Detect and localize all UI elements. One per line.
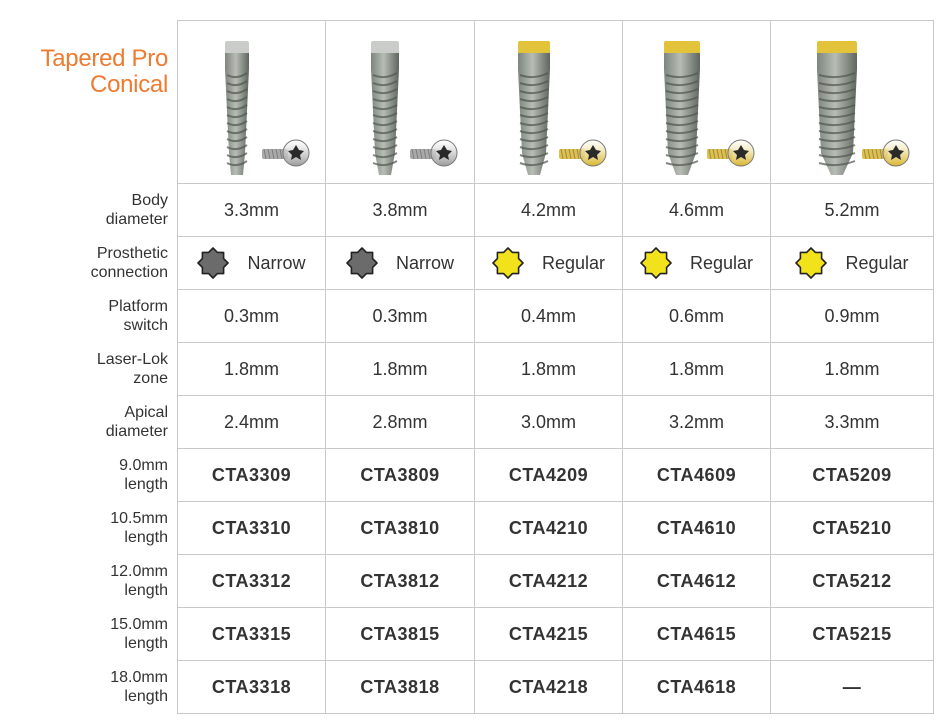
connection-label: Regular xyxy=(541,252,606,273)
table-cell: 4.2mm xyxy=(475,184,623,237)
implant-image xyxy=(489,33,609,183)
row-label xyxy=(0,660,168,713)
table-cell: 2.4mm xyxy=(178,396,326,449)
implant-image-cell xyxy=(326,21,475,184)
product-spec-table xyxy=(177,20,934,714)
length-18-row xyxy=(178,661,934,714)
implant-image xyxy=(637,33,757,183)
row-label-line: length xyxy=(124,687,168,705)
row-label xyxy=(0,448,168,501)
table-cell: 2.8mm xyxy=(326,396,475,449)
row-label xyxy=(0,184,168,236)
table-cell: CTA5209 xyxy=(771,449,934,502)
table-cell: 1.8mm xyxy=(326,343,475,396)
table-cell: CTA4210 xyxy=(475,502,623,555)
connection-icon xyxy=(197,247,229,279)
row-label-line: length xyxy=(124,634,168,652)
apical-diameter-row xyxy=(178,396,934,449)
table-cell: 3.2mm xyxy=(623,396,771,449)
connection-label: Narrow xyxy=(247,252,306,273)
table-cell: CTA4612 xyxy=(623,555,771,608)
connection-icon xyxy=(346,247,378,279)
row-label-line: diameter xyxy=(105,422,168,440)
table-cell: CTA3315 xyxy=(178,608,326,661)
connection-icon xyxy=(795,247,827,279)
table-cell: CTA3812 xyxy=(326,555,475,608)
row-label-line: diameter xyxy=(105,211,168,228)
table-cell: CTA3318 xyxy=(178,661,326,714)
table-cell: CTA4609 xyxy=(623,449,771,502)
product-title-text: Tapered Pro Conical xyxy=(40,45,168,98)
row-label-line: Platform xyxy=(108,297,168,315)
row-label-line: length xyxy=(124,528,168,546)
implant-image xyxy=(192,33,312,183)
row-label-line: 9.0mm xyxy=(119,456,168,474)
connection-cell xyxy=(623,237,771,290)
row-label-line: 18.0mm xyxy=(110,668,168,686)
platform-switch-row xyxy=(178,290,934,343)
table-cell: CTA5210 xyxy=(771,502,934,555)
row-label-line: connection xyxy=(90,263,168,281)
table-cell: CTA5215 xyxy=(771,608,934,661)
table-cell: CTA3312 xyxy=(178,555,326,608)
table-cell: 1.8mm xyxy=(178,343,326,396)
table-cell: CTA4212 xyxy=(475,555,623,608)
table-cell: 1.8mm xyxy=(623,343,771,396)
table-cell: 0.3mm xyxy=(178,290,326,343)
connection-cell xyxy=(771,237,934,290)
connection-icon xyxy=(640,247,672,279)
row-label-line: switch xyxy=(123,316,168,334)
row-label-line: 15.0mm xyxy=(110,615,168,633)
connection-label: Regular xyxy=(845,252,909,273)
row-label-line: length xyxy=(124,475,168,493)
row-label-line: zone xyxy=(133,369,168,387)
table-cell: 0.9mm xyxy=(771,290,934,343)
connection-label: Regular xyxy=(689,252,754,273)
length-15-row xyxy=(178,608,934,661)
row-label-line: Prosthetic xyxy=(96,244,168,262)
table-cell: CTA3309 xyxy=(178,449,326,502)
connection-cell xyxy=(326,237,475,290)
table-cell: CTA3810 xyxy=(326,502,475,555)
table-cell: 3.3mm xyxy=(178,184,326,237)
row-label-line: Body xyxy=(131,192,168,209)
product-title xyxy=(8,46,168,98)
row-label xyxy=(0,501,168,554)
table-cell: 5.2mm xyxy=(771,184,934,237)
table-cell: CTA4209 xyxy=(475,449,623,502)
table-cell: — xyxy=(771,661,934,714)
table-cell: CTA4610 xyxy=(623,502,771,555)
implant-image-cell xyxy=(475,21,623,184)
implant-image-row xyxy=(178,21,934,184)
table-cell: CTA4618 xyxy=(623,661,771,714)
table-cell: 0.4mm xyxy=(475,290,623,343)
row-label xyxy=(0,236,168,289)
table-cell: 1.8mm xyxy=(771,343,934,396)
prosthetic-connection-row xyxy=(178,237,934,290)
row-label-line: 10.5mm xyxy=(110,509,168,527)
laser-lok-row xyxy=(178,343,934,396)
table-cell: CTA3310 xyxy=(178,502,326,555)
table-cell: CTA5212 xyxy=(771,555,934,608)
table-cell: CTA3815 xyxy=(326,608,475,661)
implant-image xyxy=(792,33,912,183)
implant-image-cell xyxy=(178,21,326,184)
table-cell: 3.3mm xyxy=(771,396,934,449)
row-label xyxy=(0,554,168,607)
table-cell: 3.8mm xyxy=(326,184,475,237)
implant-image-cell xyxy=(623,21,771,184)
row-label-line: length xyxy=(124,581,168,599)
connection-cell xyxy=(475,237,623,290)
body-diameter-row xyxy=(178,184,934,237)
length-12-row xyxy=(178,555,934,608)
table-cell: 0.6mm xyxy=(623,290,771,343)
table-cell: 1.8mm xyxy=(475,343,623,396)
connection-icon xyxy=(492,247,524,279)
table-cell: 3.0mm xyxy=(475,396,623,449)
row-label-line: 12.0mm xyxy=(110,562,168,580)
row-label xyxy=(0,342,168,395)
row-label xyxy=(0,607,168,660)
length-10-5-row xyxy=(178,502,934,555)
row-label xyxy=(0,289,168,342)
table-cell: 0.3mm xyxy=(326,290,475,343)
table-cell: CTA4615 xyxy=(623,608,771,661)
table-cell: CTA3809 xyxy=(326,449,475,502)
row-label-line: Apical xyxy=(124,403,168,421)
implant-image-cell xyxy=(771,21,934,184)
table-cell: 4.6mm xyxy=(623,184,771,237)
table-cell: CTA4218 xyxy=(475,661,623,714)
connection-cell xyxy=(178,237,326,290)
table-cell: CTA3818 xyxy=(326,661,475,714)
implant-image xyxy=(340,33,460,183)
row-label xyxy=(0,395,168,448)
length-9-row xyxy=(178,449,934,502)
row-label-column xyxy=(0,184,168,713)
row-label-line: Laser-Lok xyxy=(96,350,168,368)
table-cell: CTA4215 xyxy=(475,608,623,661)
connection-label: Narrow xyxy=(395,252,454,273)
